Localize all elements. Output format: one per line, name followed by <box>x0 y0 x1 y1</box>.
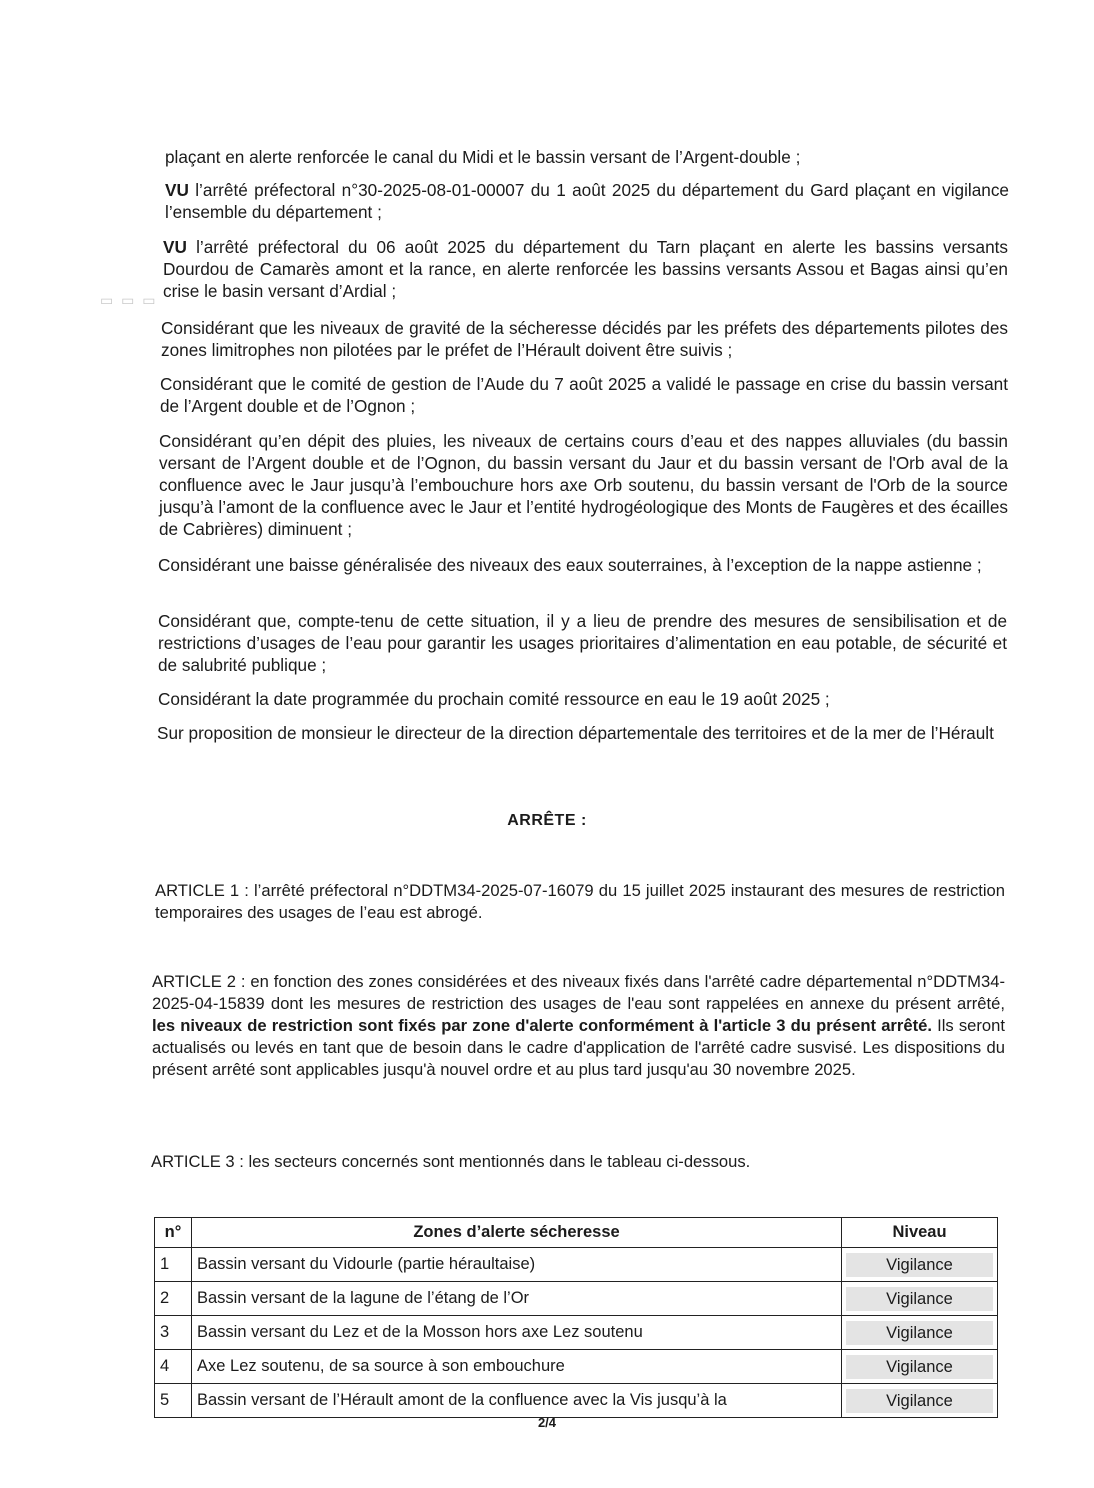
row-num: 5 <box>155 1384 192 1418</box>
paragraph-considerant-pluies <box>159 430 1008 540</box>
arrete-heading: ARRÊTE : <box>507 812 587 829</box>
faded-stamp: ▭ ▭ ▭ <box>100 292 158 308</box>
row-zone: Bassin versant du Lez et de la Mosson hors axe Lez soutenu <box>192 1316 842 1350</box>
row-num: 4 <box>155 1350 192 1384</box>
paragraph-text: Sur proposition de monsieur le directeur de la direction départementale des territoires et de la mer de l’Hérault <box>157 723 994 743</box>
row-niveau <box>842 1350 998 1384</box>
row-zone: Bassin versant de l’Hérault amont de la confluence avec la Vis jusqu’à la <box>192 1384 842 1418</box>
article-text: ARTICLE 1 : l’arrêté préfectoral n°DDTM34-2025-07-16079 du 15 juillet 2025 instaurant des mesures de restriction temporaires des usages de l’eau est abrogé. <box>155 881 1005 922</box>
paragraph-considerant-gravite <box>161 317 1008 361</box>
paragraph-vu-gard <box>165 179 1009 223</box>
paragraph-vu-tarn <box>163 236 1008 302</box>
page-number: 2/4 <box>537 1415 557 1430</box>
article-bold-text: les niveaux de restriction sont fixés par zone d'alerte conformément à l'article 3 du présent arrêté. <box>152 1016 932 1035</box>
niveau-badge: Vigilance <box>846 1321 993 1345</box>
paragraph-text: Considérant que les niveaux de gravité de la sécheresse décidés par les préfets des départements pilotes des zones limitrophes non pilotées par le préfet de l’Hérault doivent être suivis ; <box>161 318 1008 360</box>
paragraph-text: Considérant que, compte-tenu de cette situation, il y a lieu de prendre des mesures de sensibilisation et de restrictions d’usages de l’eau pour garantir les usages prioritaires d’alimentation en eau potable, de sécurité et de salubrité publique ; <box>158 611 1007 675</box>
paragraph-considerant-mesures <box>158 610 1007 676</box>
table-row <box>155 1248 998 1282</box>
paragraph-considerant-aude <box>160 373 1008 417</box>
paragraph-text: Considérant la date programmée du prochain comité ressource en eau le 19 août 2025 ; <box>158 689 830 709</box>
paragraph-considerant-date <box>158 688 1007 710</box>
row-zone: Axe Lez soutenu, de sa source à son embouchure <box>192 1350 842 1384</box>
niveau-badge: Vigilance <box>846 1253 993 1277</box>
paragraph-considerant-baisse <box>158 554 1007 576</box>
article-2 <box>152 971 1005 1081</box>
paragraph-text: Considérant une baisse généralisée des niveaux des eaux souterraines, à l’exception de la nappe astienne ; <box>158 555 982 575</box>
row-zone: Bassin versant de la lagune de l’étang de l’Or <box>192 1282 842 1316</box>
table-row <box>155 1282 998 1316</box>
table-header-row <box>155 1218 998 1248</box>
row-zone: Bassin versant du Vidourle (partie héraultaise) <box>192 1248 842 1282</box>
niveau-badge: Vigilance <box>846 1389 993 1413</box>
row-num: 2 <box>155 1282 192 1316</box>
article-1 <box>155 880 1005 924</box>
paragraph-canal-du-midi <box>165 146 1000 168</box>
table-row <box>155 1350 998 1384</box>
zones-alerte-table <box>154 1217 998 1418</box>
paragraph-text: l’arrêté préfectoral du 06 août 2025 du département du Tarn plaçant en alerte les bassins versants Dourdou de Camarès amont et la rance, en alerte renforcée les bassins versants Assou et Bagas ainsi qu’en crise le basin versant d’Ardial ; <box>163 237 1008 301</box>
row-num: 1 <box>155 1248 192 1282</box>
article-text: ARTICLE 3 : les secteurs concernés sont mentionnés dans le tableau ci-dessous. <box>151 1152 751 1171</box>
row-niveau <box>842 1248 998 1282</box>
niveau-badge: Vigilance <box>846 1287 993 1311</box>
row-niveau <box>842 1384 998 1418</box>
article-text: ARTICLE 2 : en fonction des zones considérées et des niveaux fixés dans l'arrêté cadre départemental n°DDTM34-2025-04-15839 dont les mesures de restriction des usages de l'eau sont rappelées en annexe du présent arrêté, <box>152 972 1005 1013</box>
article-text: Ils seront actualisés ou levés en tant que de besoin dans le cadre d'application de l'arrêté cadre susvisé. Les dispositions du présent arrêté sont applicables jusqu'à nouvel ordre et au plus tard jusqu'au 30 novembre 2025. <box>152 1016 1005 1079</box>
table-row <box>155 1384 998 1418</box>
row-niveau <box>842 1282 998 1316</box>
header-num: n° <box>155 1218 192 1248</box>
article-3 <box>151 1151 1001 1173</box>
paragraph-text: Considérant qu’en dépit des pluies, les niveaux de certains cours d’eau et des nappes alluviales (du bassin versant de l’Argent double et de l’Ognon, du bassin versant du Jaur et du bassin versant de l'Orb aval de la confluence avec le Jaur jusqu’à l’embouchure hors axe Orb soutenu, du bassin versant de l'Orb de la source jusqu’à l’amont de la confluence avec le Jaur et l’entité hydrogéologique des Monts de Faugères et des écailles de Cabrières) diminuent ; <box>159 431 1008 539</box>
niveau-badge: Vigilance <box>846 1355 993 1379</box>
vu-label: VU <box>165 180 189 200</box>
vu-label: VU <box>163 237 187 257</box>
header-zone: Zones d’alerte sécheresse <box>192 1218 842 1248</box>
paragraph-text: l’arrêté préfectoral n°30-2025-08-01-00007 du 1 août 2025 du département du Gard plaçant en vigilance l’ensemble du département ; <box>165 180 1009 222</box>
row-niveau <box>842 1316 998 1350</box>
paragraph-text: plaçant en alerte renforcée le canal du Midi et le bassin versant de l’Argent-double ; <box>165 147 801 167</box>
table-row <box>155 1316 998 1350</box>
paragraph-sur-proposition <box>157 722 1006 744</box>
paragraph-text: Considérant que le comité de gestion de l’Aude du 7 août 2025 a validé le passage en crise du bassin versant de l’Argent double et de l’Ognon ; <box>160 374 1008 416</box>
header-niveau: Niveau <box>842 1218 998 1248</box>
row-num: 3 <box>155 1316 192 1350</box>
